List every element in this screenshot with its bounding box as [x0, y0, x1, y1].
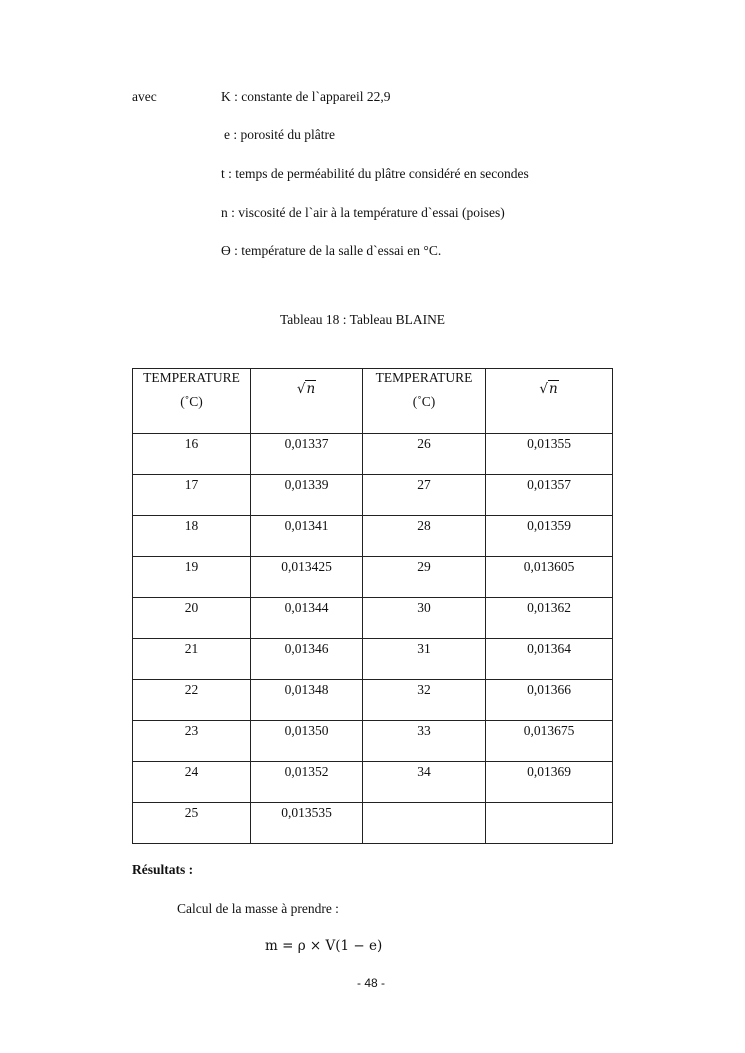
table-row: [133, 803, 613, 844]
table-cell: 0,01341: [251, 516, 363, 557]
table-row: [133, 598, 613, 639]
table-cell: 0,01362: [486, 598, 613, 639]
table-cell: 0,01339: [251, 475, 363, 516]
table-cell: 19: [133, 557, 251, 598]
table-cell: [363, 803, 486, 844]
table-cell: 0,013675: [486, 721, 613, 762]
table-cell: 0,01366: [486, 680, 613, 721]
table-cell: 29: [363, 557, 486, 598]
table-cell: 32: [363, 680, 486, 721]
table-cell: 26: [363, 434, 486, 475]
table-cell: 20: [133, 598, 251, 639]
table-cell: 0,01364: [486, 639, 613, 680]
sqrt-n-symbol: √n: [539, 381, 558, 397]
table-cell: 33: [363, 721, 486, 762]
table-cell: 0,01344: [251, 598, 363, 639]
table-cell: 0,01348: [251, 680, 363, 721]
definition-n: n : viscosité de l`air à la température d`essai (poises): [221, 205, 505, 220]
table-cell: 17: [133, 475, 251, 516]
table-cell: 21: [133, 639, 251, 680]
page-number: - 48 -: [357, 976, 386, 990]
table-cell: 25: [133, 803, 251, 844]
table-cell: 0,01355: [486, 434, 613, 475]
table-cell: 16: [133, 434, 251, 475]
table-header-row: [133, 369, 613, 434]
header-temperature-unit: (˚C): [412, 394, 436, 409]
table-row: [133, 762, 613, 803]
table-cell: 23: [133, 721, 251, 762]
table-cell: 0,01359: [486, 516, 613, 557]
table-caption: Tableau 18 : Tableau BLAINE: [280, 312, 446, 327]
table-cell: 30: [363, 598, 486, 639]
header-sqrt-n-2: [486, 369, 613, 434]
table-row: [133, 475, 613, 516]
table-row: [133, 516, 613, 557]
table-cell: 31: [363, 639, 486, 680]
table-cell: 18: [133, 516, 251, 557]
table-cell: 34: [363, 762, 486, 803]
table-cell: 27: [363, 475, 486, 516]
definition-t: t : temps de perméabilité du plâtre considéré en secondes: [221, 166, 529, 181]
mass-formula: m = ρ × V(1 − e): [265, 938, 383, 954]
table-cell: 0,01357: [486, 475, 613, 516]
avec-label: avec: [132, 89, 157, 104]
table-cell: 0,01337: [251, 434, 363, 475]
table-row: [133, 434, 613, 475]
header-temperature-2: [363, 369, 486, 434]
table-cell: 24: [133, 762, 251, 803]
header-sqrt-n-1: [251, 369, 363, 434]
table-cell: 0,013605: [486, 557, 613, 598]
table-cell: 0,013535: [251, 803, 363, 844]
sqrt-n-symbol: √n: [296, 381, 316, 397]
header-temperature-unit: (˚C): [180, 394, 203, 409]
results-heading: Résultats :: [132, 862, 194, 877]
table-cell: 22: [133, 680, 251, 721]
table-cell: 0,01346: [251, 639, 363, 680]
table-cell: 0,013425: [251, 557, 363, 598]
table-cell: [486, 803, 613, 844]
blaine-table: [132, 368, 613, 844]
table-row: [133, 557, 613, 598]
table-cell: 0,01350: [251, 721, 363, 762]
table-row: [133, 680, 613, 721]
table-cell: 0,01352: [251, 762, 363, 803]
table-cell: 0,01369: [486, 762, 613, 803]
table-row: [133, 639, 613, 680]
results-subheading: Calcul de la masse à prendre :: [177, 901, 339, 916]
definition-theta: Ɵ : température de la salle d`essai en °C.: [221, 243, 442, 258]
header-temperature-1: [133, 369, 251, 434]
table-row: [133, 721, 613, 762]
table-cell: 28: [363, 516, 486, 557]
definition-e: e : porosité du plâtre: [224, 127, 335, 142]
definition-k: K : constante de l`appareil 22,9: [221, 89, 391, 104]
header-temperature-label: TEMPERATURE: [143, 370, 240, 385]
header-temperature-label: TEMPERATURE: [375, 370, 473, 385]
